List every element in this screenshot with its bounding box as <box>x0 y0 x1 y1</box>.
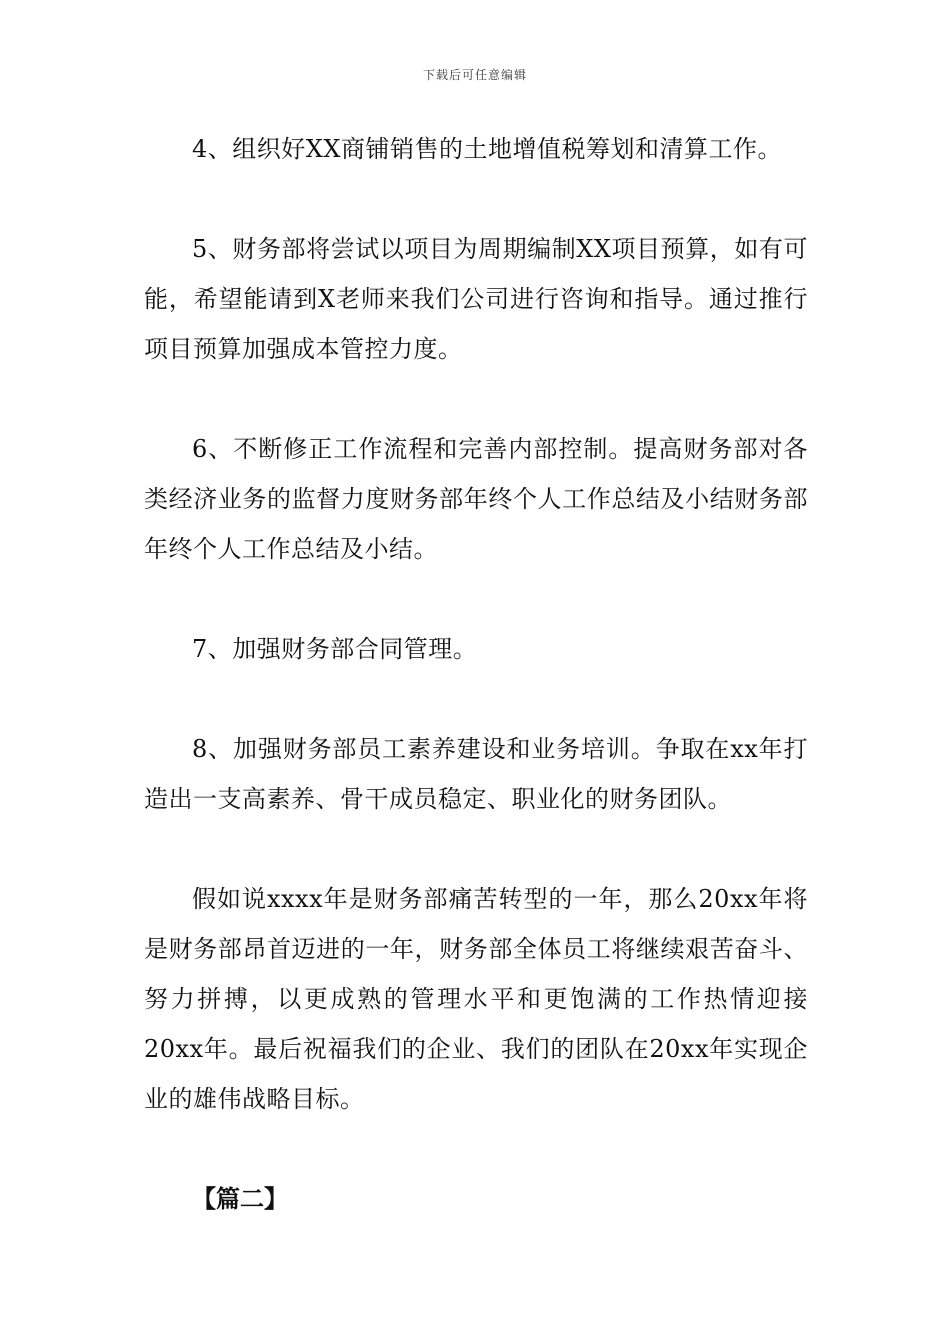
paragraph-item-7: 7、加强财务部合同管理。 <box>192 635 478 663</box>
paragraph-item-4: 4、组织好XX商铺销售的土地增值税筹划和清算工作。 <box>192 135 782 163</box>
paragraph-item-6: 6、不断修正工作流程和完善内部控制。提高财务部对各类经济业务的监督力度财务部年终个人工作总结及小结财务部年终个人工作总结及小结。 <box>144 435 808 563</box>
document-body <box>144 124 808 1224</box>
section-title: 【篇二】 <box>192 1184 288 1213</box>
header-note: 下载后可任意编辑 <box>422 68 527 82</box>
closing-paragraph: 假如说xxxx年是财务部痛苦转型的一年，那么20xx年将是财务部昂首迈进的一年，财务部全体员工将继续艰苦奋斗、努力拼搏，以更成熟的管理水平和更饱满的工作热情迎接20xx年。最后祝福我们的企业、我们的团队在20xx年实现企业的雄伟战略目标。 <box>144 885 808 1113</box>
paragraph-item-8: 8、加强财务部员工素养建设和业务培训。争取在xx年打造出一支高素养、骨干成员稳定、职业化的财务团队。 <box>144 735 808 813</box>
paragraph-item-5: 5、财务部将尝试以项目为周期编制XX项目预算，如有可能，希望能请到X老师来我们公司进行咨询和指导。通过推行项目预算加强成本管控力度。 <box>144 235 808 363</box>
